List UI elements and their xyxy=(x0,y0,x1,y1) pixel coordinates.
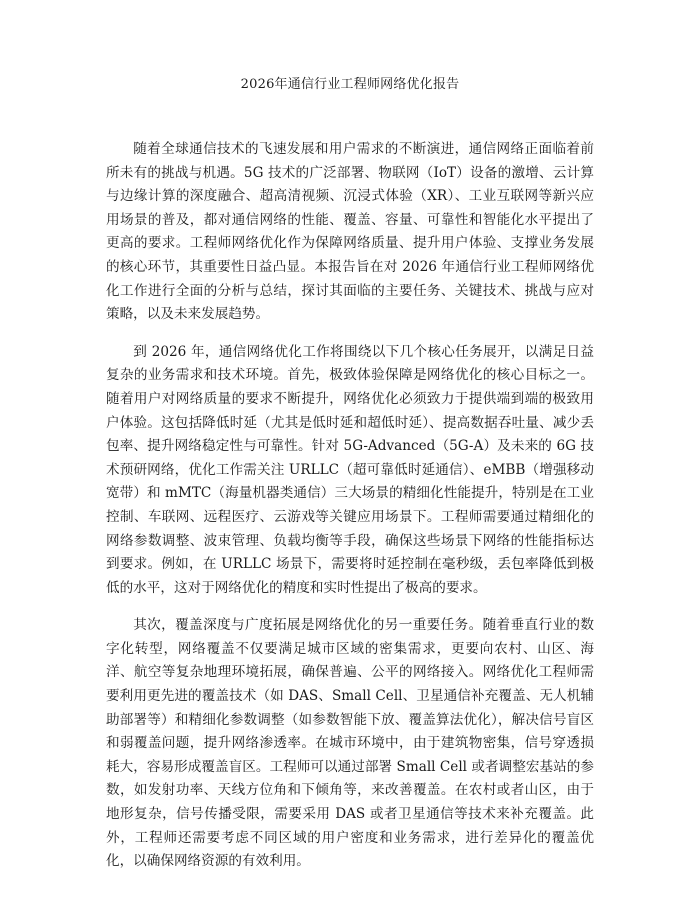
paragraph-coverage: 其次，覆盖深度与广度拓展是网络优化的另一重要任务。随着垂直行业的数字化转型，网络覆盖不仅要满足城市区域的密集需求，更要向农村、山区、海洋、航空等复杂地理环境拓展，确保普遍、公平的网络接入。网络优化工程师需要利用更先进的覆盖技术（如 DAS、Small Cell、卫星通信补充覆盖、无人机辅助部署等）和精细化参数调整（如参数智能下放、覆盖算法优化），解决信号盲区和弱覆盖问题，提升网络渗透率。在城市环境中，由于建筑物密集，信号穿透损耗大，容易形成覆盖盲区。工程师可以通过部署 Small Cell 或者调整宏基站的参数，如发射功率、天线方位角和下倾角等，来改善覆盖。在农村或者山区，由于地形复杂，信号传播受限，需要采用 DAS 或者卫星通信等技术来补充覆盖。此外，工程师还需要考虑不同区域的用户密度和业务需求，进行差异化的覆盖优化，以确保网络资源的有效利用。 xyxy=(106,617,594,870)
document-title: 2026年通信行业工程师网络优化报告 xyxy=(240,77,460,92)
paragraph-intro: 随着全球通信技术的飞速发展和用户需求的不断演进，通信网络正面临着前所未有的挑战与机遇。5G 技术的广泛部署、物联网（IoT）设备的激增、云计算与边缘计算的深度融合、超高清视频、沉浸式体验（XR）、工业互联网等新兴应用场景的普及，都对通信网络的性能、覆盖、容量、可靠性和智能化水平提出了更高的要求。工程师网络优化作为保障网络质量、提升用户体验、支撑业务发展的核心环节，其重要性日益凸显。本报告旨在对 2026 年通信行业工程师网络优化工作进行全面的分析与总结，探讨其面临的主要任务、关键技术、挑战与应对策略，以及未来发展趋势。 xyxy=(106,141,594,323)
paragraph-core-tasks: 到 2026 年，通信网络优化工作将围绕以下几个核心任务展开，以满足日益复杂的业务需求和技术环境。首先，极致体验保障是网络优化的核心目标之一。随着用户对网络质量的要求不断提升，网络优化必须致力于提供端到端的极致用户体验。这包括降低时延（尤其是低时延和超低时延）、提高数据吞吐量、减少丢包率、提升网络稳定性与可靠性。针对 5G-Advanced（5G-A）及未来的 6G 技术预研网络，优化工作需关注 URLLC（超可靠低时延通信）、eMBB（增强移动宽带）和 mMTC（海量机器类通信）三大场景的精细化性能提升，特别是在工业控制、车联网、远程医疗、云游戏等关键应用场景下。工程师需要通过精细化的网络参数调整、波束管理、负载均衡等手段，确保这些场景下网络的性能指标达到要求。例如，在 URLLC 场景下，需要将时延控制在毫秒级，丢包率降低到极低的水平，这对于网络优化的精度和实时性提出了极高的要求。 xyxy=(106,343,594,596)
